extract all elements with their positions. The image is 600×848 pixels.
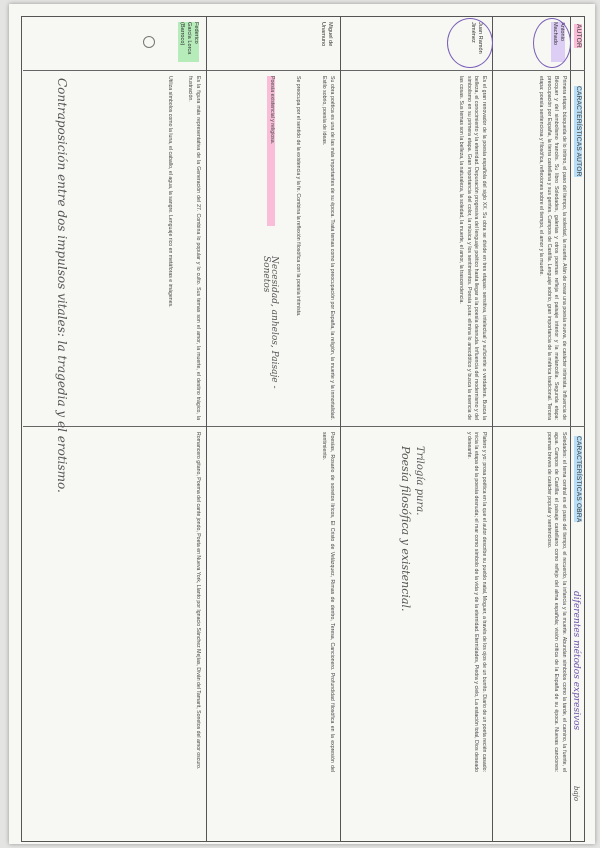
unamuno-general-2: Se preocupa por el sentido de la existencia y la fe. Combina la reflexión filosófica con la poesía intimista. <box>295 76 301 317</box>
unamuno-works: Poesías, Rosario de sonetos líricos, El Cristo de Velázquez, Rimas de dentro, Teresa, Cancionero. Profundidad filosófica en la expresión del sentimiento. <box>321 432 335 772</box>
lorca-general-2: Utiliza símbolos como la luna, el caballo, el agua, la sangre. Lenguaje rico en metáforas e imágenes. <box>167 76 173 308</box>
rotated-table-sheet <box>21 16 585 842</box>
col-divider-1 <box>23 70 585 71</box>
header-works: CARACTERÍSTICAS OBRA <box>575 436 582 523</box>
author-jimenez: Juan Ramón Jiménez <box>470 22 483 54</box>
bullet-circle <box>143 36 155 48</box>
author-unamuno: Miguel de Unamuno <box>320 22 333 47</box>
unamuno-handwritten-notes: Necesidad, anhelos, Paisaje - Sonetos <box>261 256 279 389</box>
header-general: CARACTERÍSTICAS AUTOR <box>575 86 582 177</box>
author-machado: Antonio Machado <box>551 22 565 62</box>
col-divider-2 <box>23 426 585 427</box>
scanned-page <box>9 4 595 844</box>
handwritten-note-top: diferentes métodos expresivos <box>571 591 581 731</box>
table-border <box>21 16 585 842</box>
author-circle <box>533 18 571 68</box>
handwritten-note-top-2: bajo <box>572 786 580 802</box>
row-divider-3 <box>340 16 341 842</box>
row-divider-2 <box>492 16 493 842</box>
unamuno-general: Su obra poética es una de las más importantes de su época. Trata temas como la preocupación por España, la religión, la muerte y la inmortalidad. Estilo sobrio, poesía de ideas. <box>321 76 335 420</box>
lorca-handwritten-bottom: Contraposición entre dos impulsos vitales: la tragedia y el erotismo. <box>55 78 69 493</box>
jimenez-general: Es el gran renovador de la poesía española del siglo XX. Su obra se divide en tres etapas: sensitiva, intelectual y suficiente o verdadera. Busca la belleza, el conocimiento y la eternidad. Depuración progresiva del lenguaje poético hasta llegar a la poesía desnuda. Influencia del modernismo y del simbolismo en su primera etapa. Gran importancia del color, la música y los sentimientos. Poesía pura: elimina lo anecdótico y busca la esencia de las cosas. Sus temas son la belleza, la naturaleza, la soledad, la muerte, el amor, la trascendencia. <box>458 76 487 420</box>
author-lorca: Federico García Lorca (Barroco) <box>178 22 199 62</box>
lorca-general: Es la figura más representativa de la Generación del 27. Combina lo popular y lo culto. Sus temas son el amor, la muerte, el destino trágico, la frustración. <box>187 76 201 420</box>
row-divider-4 <box>206 16 207 842</box>
machado-works: Soledades: el tema central es el paso del tiempo, el recuerdo, la infancia y la muerte. Abundan símbolos como la tarde, el camino, la fuente, el agua. Campos de Castilla: el paisaje castellano como reflejo del alma española; visión crítica de la España de su época. Nuevas canciones: poemas breves de carácter popular y sentencioso. <box>545 432 567 772</box>
machado-general: Primera etapa: búsqueda de lo íntimo, el paso del tiempo, la soledad, la muerte. Afán de crear una poesía nueva, de carácter intimista. Influencia de Bécquer y del simbolismo francés. Su libro Soledades, galerías y otros poemas refleja el paisaje interior y la melancolía. Segunda etapa: preocupación por España, la tierra castellana y sus gentes. Campos de Castilla. Lenguaje sobrio, gran importancia de la métrica tradicional. Tercera etapa: poesía sentenciosa y filosófica, reflexiones sobre el tiempo, el amor y la muerte. <box>538 76 567 420</box>
unamuno-highlight: Poesía existencial y religiosa. <box>267 76 275 226</box>
handwritten-works-1: Trilogía pura. <box>414 446 425 516</box>
lorca-works: Romancero gitano, Poema del cante jondo, Poeta en Nueva York, Llanto por Ignacio Sánchez Mejías, Diván del Tamarit, Sonetos del amor oscuro. <box>195 432 201 770</box>
header-author: AUTOR <box>575 24 582 48</box>
jimenez-works: Platero y yo: prosa poética en la que el autor describe su pueblo natal, Moguer, a través de los ojos de un burrito. Diario de un poeta recién casado: inicia la etapa de la poesía desnuda; el mar como símbolo de la vida y de la eternidad. Eternidades, Piedra y cielo, La estación total, Dios deseado y deseante. <box>465 432 487 772</box>
handwritten-works-2: Poesía filosófica y existencial. <box>399 446 412 612</box>
author-circle-2 <box>447 18 493 68</box>
